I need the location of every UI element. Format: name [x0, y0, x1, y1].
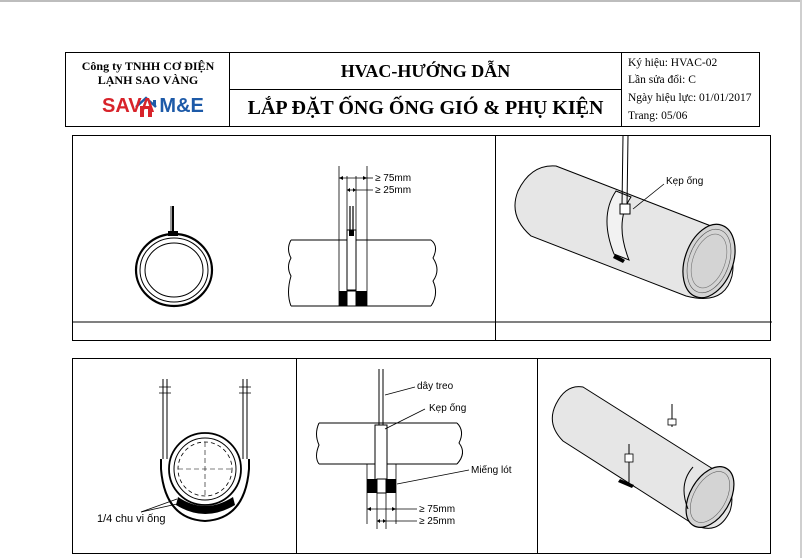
- label-day-treo: dây treo: [417, 381, 454, 392]
- panel-bottom-right: [537, 358, 771, 554]
- label-mieng-lot: Miếng lót: [471, 465, 512, 476]
- label-kep-ong-bottom: Kẹp ống: [429, 403, 467, 414]
- company-logo: [72, 93, 224, 121]
- diagram-pipe-hanger-pad: [297, 359, 539, 555]
- diagram-u-bolt-ring: [73, 359, 298, 555]
- pipe-3d: [515, 136, 745, 305]
- logo-text-main: SAVA: [102, 95, 154, 117]
- title-cell: [230, 53, 622, 126]
- page-top-border: [0, 0, 802, 2]
- panel-top-left: [72, 135, 496, 341]
- label-kep-ong-top: Kẹp ống: [666, 176, 704, 187]
- meta-cell: [622, 53, 759, 126]
- diagram-3d-pipe-clamp: [496, 136, 772, 342]
- panel-bottom-left: [72, 358, 297, 554]
- pipe-3d-2: [552, 387, 744, 536]
- panel-top-right: [495, 135, 771, 341]
- meta-trang: Trang: 05/06: [628, 110, 688, 122]
- dim-label-25: ≥ 25mm: [375, 185, 412, 196]
- diagram-ring-hanger: [73, 136, 497, 342]
- company-name-line1: Công ty TNHH CƠ ĐIỆN: [81, 59, 215, 73]
- dim-label-75-bottom: ≥ 75mm: [419, 504, 456, 515]
- document-title-sub: LẮP ĐẶT ỐNG ỐNG GIÓ & PHỤ KIỆN: [247, 97, 604, 119]
- document-title-main: HVAC-HƯỚNG DẪN: [230, 53, 621, 90]
- panel-bottom-middle: [296, 358, 538, 554]
- meta-ky-hieu: Ký hiệu: HVAC-02: [628, 57, 718, 69]
- document-header: [65, 52, 760, 127]
- label-quarter-circumference: 1/4 chu vi ống: [97, 513, 166, 525]
- logo-wordmark: [102, 95, 204, 118]
- pipe-ring-section: [136, 206, 212, 306]
- meta-lan-sua-doi: Lần sửa đổi: C: [628, 74, 696, 86]
- diagram-3d-pipe-hanger: [538, 359, 772, 555]
- company-name-line2: LẠNH SAO VÀNG: [97, 73, 199, 87]
- dim-label-75: ≥ 75mm: [375, 173, 412, 184]
- pipe-side-view: [289, 166, 438, 306]
- meta-ngay-hieu-luc: Ngày hiệu lực: 01/01/2017: [628, 92, 752, 104]
- company-cell: [66, 53, 230, 126]
- logo-text-sub: M&E: [159, 95, 204, 117]
- dim-label-25-bottom: ≥ 25mm: [419, 516, 456, 527]
- u-hanger: [159, 379, 251, 521]
